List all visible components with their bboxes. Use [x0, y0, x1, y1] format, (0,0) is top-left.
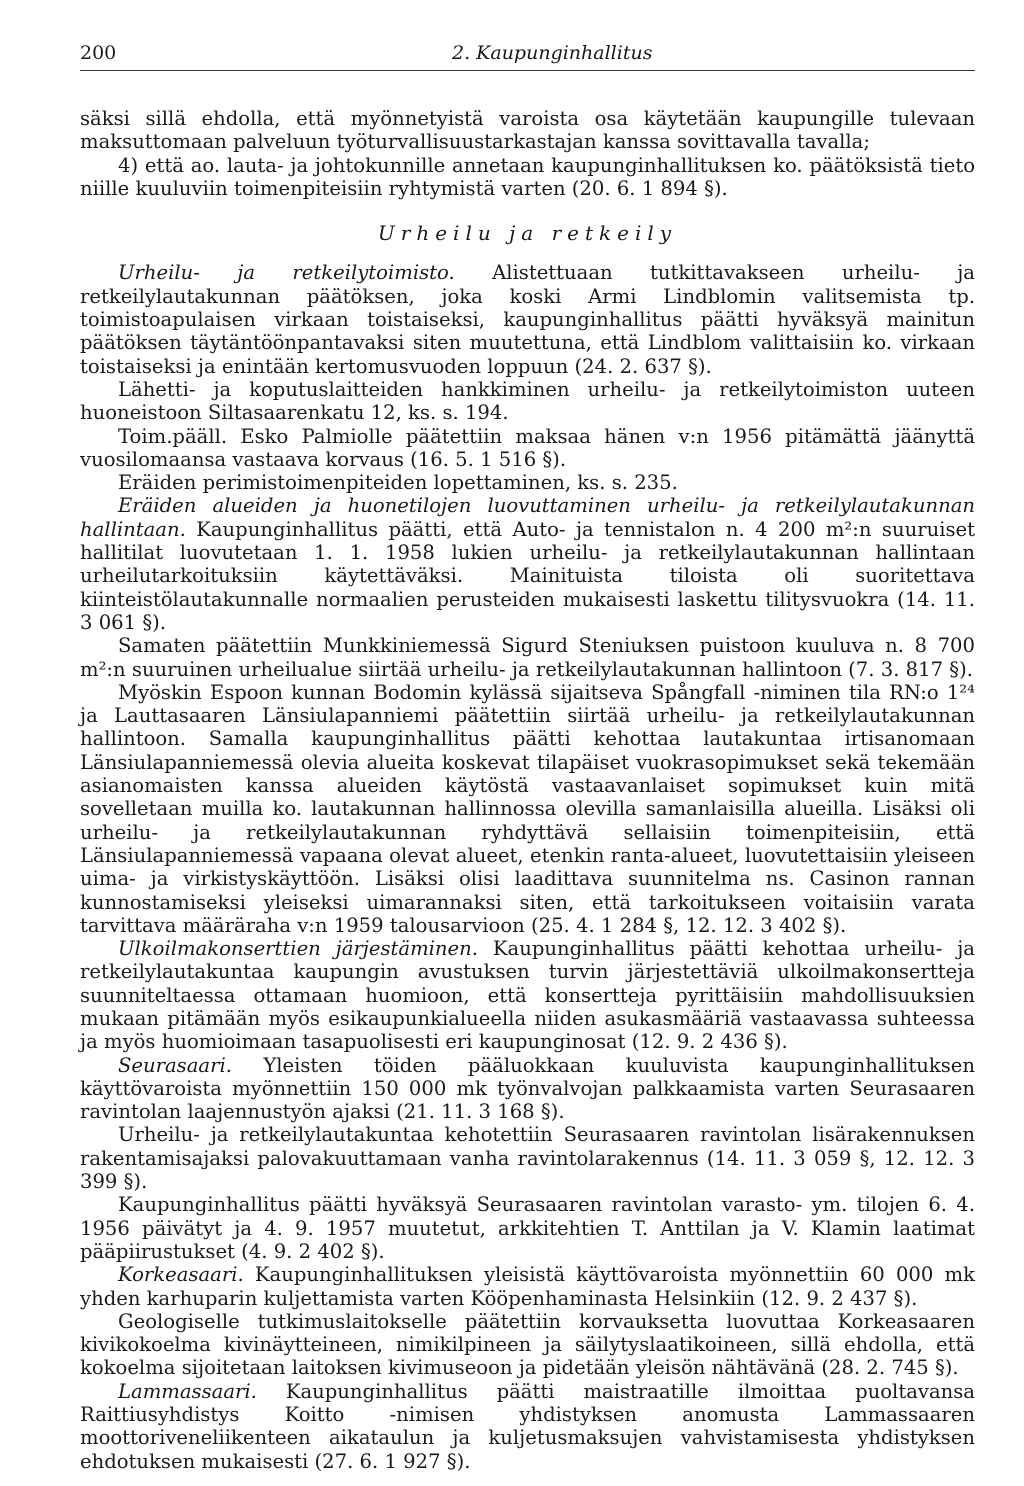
paragraph — [80, 1054, 975, 1124]
running-head — [80, 40, 975, 71]
body-text — [80, 107, 975, 1473]
paragraph — [80, 471, 975, 494]
paragraph-text: Kaupunginhallitus päätti hyväksyä Seurasaaren ravintolan varasto- ym. tilojen 6. 4. 1956 päivätyt ja 4. 9. 1957 muutetut, arkkitehtien T. Anttilan ja V. Klamin laatimat pääpiirustukset (4. 9. 2 402 §). — [80, 1193, 975, 1263]
intro-paragraph: säksi sillä ehdolla, että myönnetyistä varoista osa käytetään kaupungille tulevaan maksuttomaan palveluun työturvallisuustarkastajan kanssa sovittavalla tavalla; — [80, 107, 975, 154]
paragraph — [80, 1123, 975, 1193]
paragraph — [80, 634, 975, 681]
paragraph-text: Yleisten töiden pääluokkaan kuuluvista kaupunginhallituksen käyttövaroista myönnettiin 150 000 mk työnvalvojan palkkaamista varten Seurasaaren ravintolan laajennustyön ajaksi (21. 11. 3 168 §). — [80, 1053, 975, 1124]
paragraph-text: Alistettuaan tutkittavakseen urheilu- ja retkeilylautakunnan päätöksen, joka koski Armi Lindblomin valitsemista tp. toimistoapulaisen virkaan toistaiseksi, kaupunginhallitus päätti hyväksyä mainitun päätöksen täytäntöönpantavaksi siten muutettuna, että Lindblom valittaisiin ko. virkaan toistaiseksi ja enintään kertomusvuoden loppuun (24. 2. 637 §). — [80, 261, 975, 378]
paragraph — [80, 1310, 975, 1380]
paragraph — [80, 494, 975, 634]
paragraph-runin-heading: Eräiden alueiden ja huonetilojen luovuttaminen urheilu- ja retkeilylautakunnan hallintaan. — [80, 494, 975, 541]
document-page — [80, 40, 975, 1473]
paragraph — [80, 425, 975, 472]
paragraph-text: Eräiden perimistoimenpiteiden lopettaminen, ks. s. 235. — [118, 471, 678, 495]
paragraph — [80, 1380, 975, 1473]
paragraph-text: Geologiselle tutkimuslaitokselle päätettiin korvauksetta luovuttaa Korkeasaaren kivikokoelma kivinäytteineen, nimikilpineen ja säilytyslaatikoineen, sillä ehdolla, että kokoelma sijoitetaan laitoksen kivimuseoon ja pidetään yleisön nähtävänä (28. 2. 745 §). — [80, 1309, 975, 1380]
paragraph-text: Urheilu- ja retkeilylautakuntaa kehotettiin Seurasaaren ravintolan lisärakennuksen rakentamisajaksi palovakuuttamaan vanha ravintolarakennus (14. 11. 3 059 §, 12. 12. 3 399 §). — [80, 1123, 975, 1194]
paragraph-runin-heading: Ulkoilmakonserttien järjestäminen. — [118, 937, 478, 961]
running-title: 2. Kaupunginhallitus — [452, 42, 653, 64]
paragraph — [80, 681, 975, 937]
page-number: 200 — [80, 42, 117, 64]
paragraph-text: Lähetti- ja koputuslaitteiden hankkiminen urheilu- ja retkeilytoimiston uuteen huoneistoon Siltasaarenkatu 12, ks. s. 194. — [80, 377, 975, 425]
paragraph-text: Samaten päätettiin Munkkiniemessä Sigurd Steniuksen puistoon kuuluva n. 8 700 m²:n suuruinen urheilualue siirtää urheilu- ja retkeilylautakunnan hallintoon (7. 3. 817 §). — [80, 634, 975, 681]
paragraph-text: Toim.pääll. Esko Palmiolle päätettiin maksaa hänen v:n 1956 pitämättä jäänyttä vuosilomaansa vastaava korvaus (16. 5. 1 516 §). — [80, 424, 975, 471]
paragraph — [80, 261, 975, 377]
paragraph-runin-heading: Urheilu- ja retkeilytoimisto. — [118, 261, 455, 285]
paragraph-text: Myöskin Espoon kunnan Bodomin kylässä sijaitseva Spångfall -niminen tila RN:o 1²⁴ ja Lauttasaaren Länsiulapanniemi päätettiin siirtää urheilu- ja retkeilylautakunnan hallintoon. Samalla kaupunginhallitus päätti kehottaa lautakuntaa irtisanomaan Länsiulapanniemessä olevia alueita koskevat tilapäiset vuokrasopimukset sekä tekemään asianomaisten kanssa alueiden käytöstä vastaavanlaiset sopimukset kuin mitä sovelletaan muilla ko. lautakunnan hallinnossa olevilla samanlaisilla alueilla. Lisäksi oli urheilu- ja retkeilylautakunnan ryhdyttävä sellaisiin toimenpiteisiin, että Länsiulapanniemessä vapaana olevat alueet, etenkin ranta-alueet, luovutettaisiin yleiseen uima- ja virkistyskäyttöön. Lisäksi olisi laadittava suunnitelma ns. Casinon rannan kunnostamiseksi yleiseksi uimarannaksi siten, että tarkoitukseen voitaisiin varata tarvittava määräraha v:n 1959 talousarvioon (25. 4. 1 284 §, 12. 12. 3 402 §). — [80, 680, 975, 937]
paragraph-text: Kaupunginhallitus päätti kehottaa urheilu- ja retkeilylautakuntaa kaupungin avustuksen turvin järjestettäviä ulkoilmakonsertteja suunniteltaessa ottamaan huomioon, että konsertteja pyrittäisiin mahdollisuuksien mukaan pitämään myös esikaupunkialueella niiden asukasmääriä vastaavassa suhteessa ja myös huomioimaan tasapuolisesti eri kaupunginosat (12. 9. 2 436 §). — [80, 937, 975, 1054]
paragraph — [80, 937, 975, 1053]
paragraph-runin-heading: Seurasaari. — [118, 1053, 232, 1077]
section-heading: Urheilu ja retkeily — [377, 221, 678, 246]
paragraph-list — [80, 261, 975, 1472]
paragraph-runin-heading: Lammassaari. — [118, 1379, 257, 1403]
paragraph-text: Kaupunginhallitus päätti maistraatille ilmoittaa puoltavansa Raittiusyhdistys Koitto -nimisen yhdistyksen anomusta Lammassaaren moottoriveneliikenteen aikataulun ja kuljetusmaksujen vahvistamisesta yhdistyksen ehdotuksen mukaisesti (27. 6. 1 927 §). — [80, 1379, 975, 1473]
paragraph — [80, 378, 975, 425]
paragraph — [80, 1193, 975, 1263]
paragraph-runin-heading: Korkeasaari. — [118, 1263, 244, 1287]
paragraph-text: Kaupunginhallitus päätti, että Auto- ja tennistalon n. 4 200 m²:n suuruiset hallitilat luovutetaan 1. 1. 1958 lukien urheilu- ja retkeilylautakunnan hallintaan urheilutarkoituksiin käytettäväksi. Mainituista tiloista oli suoritettava kiinteistölautakunnalle normaalien perusteiden mukaisesti laskettu tilitysvuokra (14. 11. 3 061 §). — [80, 517, 975, 634]
paragraph — [80, 1263, 975, 1310]
intro-paragraph: 4) että ao. lauta- ja johtokunnille annetaan kaupunginhallituksen ko. päätöksistä tieto niille kuuluviin toimenpiteisiin ryhtymistä varten (20. 6. 1 894 §). — [80, 153, 975, 200]
paragraph-text: Kaupunginhallituksen yleisistä käyttövaroista myönnettiin 60 000 mk yhden karhuparin kuljettamista varten Kööpenhaminasta Helsinkiin (12. 9. 2 437 §). — [80, 1263, 975, 1310]
